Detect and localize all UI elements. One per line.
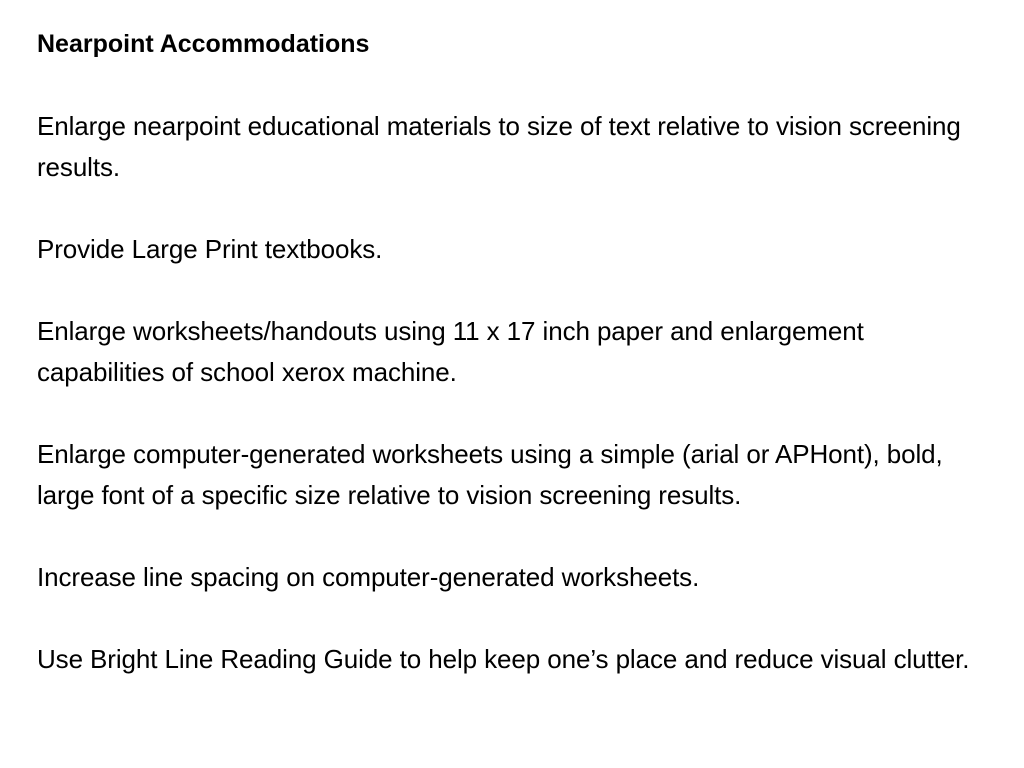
paragraph-large-print: Provide Large Print textbooks. [37,234,383,264]
paragraph-reading-guide: Use Bright Line Reading Guide to help keep one’s place and reduce visual clutter. [37,644,970,674]
paragraph-computer-worksheets: Enlarge computer-generated worksheets using a simple (arial or APHont), bold, large font of a specific size relative to vision screening results. [37,439,943,510]
paragraph-enlarge-worksheets: Enlarge worksheets/handouts using 11 x 17 inch paper and enlargement capabilities of school xerox machine. [37,316,864,387]
slide-title: Nearpoint Accommodations [37,30,370,58]
paragraph-enlarge-materials: Enlarge nearpoint educational materials to size of text relative to vision screening results. [37,111,961,182]
paragraph-line-spacing: Increase line spacing on computer-generated worksheets. [37,562,700,592]
